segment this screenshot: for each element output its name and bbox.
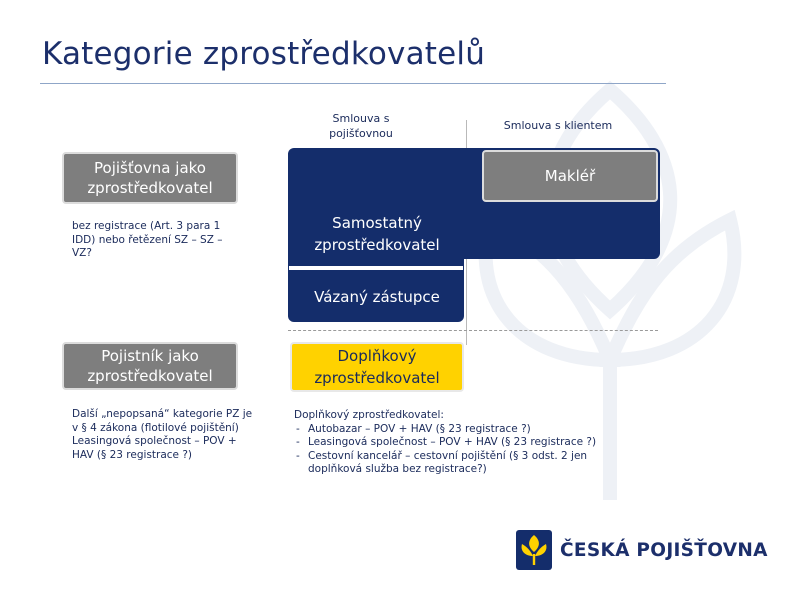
list-item: - Leasingová společnost – POV + HAV (§ 23 registrace ?) bbox=[294, 436, 634, 450]
doplnkovy-list bbox=[294, 423, 634, 477]
pojistnik-note-line-1: Další „nepopsaná“ kategorie PZ je v § 4 zákona (flotilové pojištění) bbox=[72, 408, 253, 434]
column-header-insurer-contract: Smlouva s pojišťovnou bbox=[329, 112, 393, 140]
linden-leaf-logo-icon bbox=[516, 530, 552, 570]
navy-split bbox=[289, 266, 463, 270]
brand-logo bbox=[516, 530, 768, 570]
brand-name: ČESKÁ POJIŠŤOVNA bbox=[560, 539, 768, 561]
pojistnik-note bbox=[72, 408, 254, 462]
pojistovna-note: bez registrace (Art. 3 para 1 IDD) nebo řetězení SZ – SZ – VZ? bbox=[72, 220, 223, 259]
column-header-client-contract: Smlouva s klientem bbox=[503, 119, 613, 132]
doplnkovy-note bbox=[294, 409, 634, 477]
horizontal-divider bbox=[288, 330, 658, 331]
pojistovna-box: Pojišťovna jako zprostředkovatel bbox=[62, 152, 238, 204]
page-title: Kategorie zprostředkovatelů bbox=[42, 36, 486, 72]
navy-region-stem bbox=[288, 248, 464, 322]
doplnkovy-box: Doplňkový zprostředkovatel bbox=[290, 342, 464, 392]
pojistnik-box: Pojistník jako zprostředkovatel bbox=[62, 342, 238, 390]
pojistnik-note-line-2: Leasingová společnost – POV + HAV (§ 23 registrace ?) bbox=[72, 435, 237, 461]
vazany-label: Vázaný zástupce bbox=[314, 288, 440, 306]
doplnkovy-heading: Doplňkový zprostředkovatel: bbox=[294, 409, 444, 421]
list-item: - Cestovní kancelář – cestovní pojištění (§ 3 odst. 2 jen doplňková služba bez registrace?) bbox=[294, 450, 634, 477]
makler-box: Makléř bbox=[482, 150, 658, 202]
title-divider bbox=[40, 83, 666, 84]
samostatny-label: Samostatný zprostředkovatel bbox=[314, 214, 440, 254]
list-item: - Autobazar – POV + HAV (§ 23 registrace ?) bbox=[294, 423, 634, 437]
